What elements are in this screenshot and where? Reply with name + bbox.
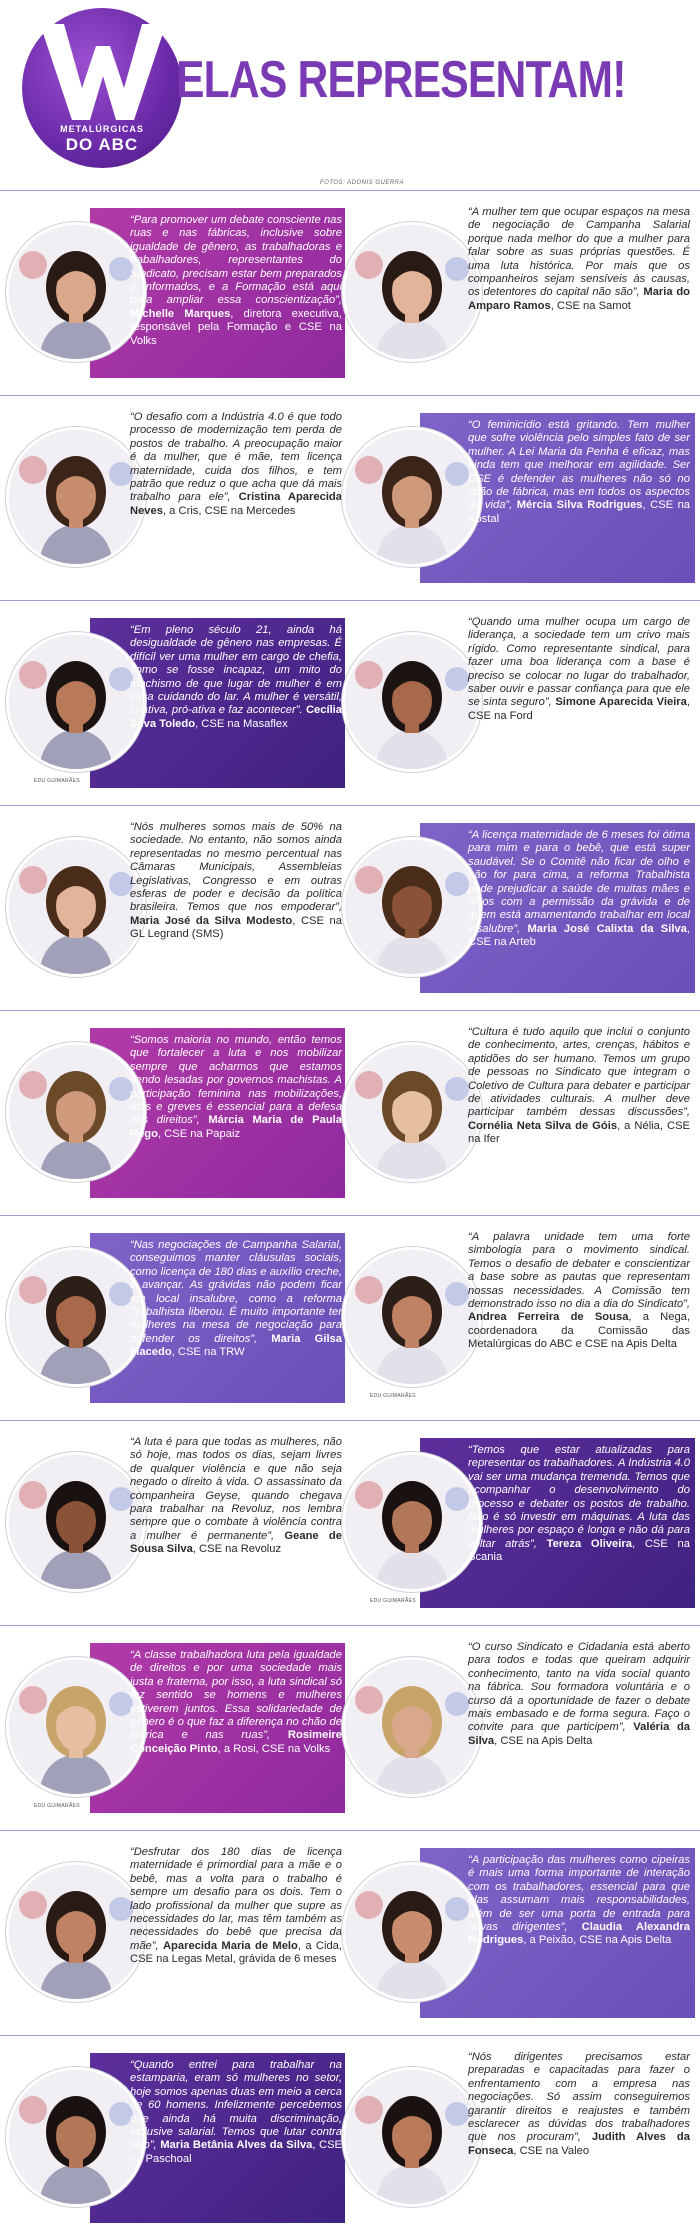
testimonial-card: [0, 1018, 350, 1208]
speaker-role: , a Rosi, CSE na Volks: [217, 1742, 331, 1755]
testimonial-card: [350, 813, 700, 1003]
quote-text: “Temos que estar atualizadas para representar os trabalhadores. A Indústria 4.0 vai ser uma mudança tremenda. Temos que acompanhar o desenvolvimento do processo e debater os postos de trabalho. Não é só investir em máquinas. A luta das mulheres por espaço é longa e não dá para voltar atrás”,: [468, 1444, 690, 1550]
speaker-name: Maria Betânia Alves da Silva: [160, 2139, 313, 2152]
testimonial-card: [0, 198, 350, 388]
photo-credit-small: EDU GUIMARÃES: [34, 778, 80, 784]
speaker-name: Simone Aparecida Vieira: [555, 696, 687, 709]
testimonial-card: [0, 1838, 350, 2028]
quote-block: [130, 1239, 342, 1360]
speaker-role: , CSE na Papaiz: [157, 1127, 241, 1140]
speaker-role: , CSE na Revoluz: [192, 1543, 282, 1556]
quote-block: [468, 1444, 690, 1565]
speaker-role: , CSE na Arteb: [468, 922, 690, 949]
portrait-photo: [6, 1452, 146, 1592]
testimonial-card: [0, 813, 350, 1003]
speaker-role: , a Nega, coordenadora da Comissão das Metalúrgicas do ABC e CSE na Apis Delta: [468, 1311, 690, 1351]
testimonial-card: [0, 1428, 350, 1618]
testimonial-card: [0, 1223, 350, 1413]
testimonial-row: [0, 1215, 700, 1420]
quote-block: [130, 1846, 342, 1967]
speaker-role: , a Peixão, CSE na Apis Delta: [523, 1934, 672, 1947]
quote-block: [468, 1641, 690, 1748]
testimonial-card: [350, 608, 700, 798]
testimonial-card: [350, 1428, 700, 1618]
photo-credit-small: EDU GUIMARÃES: [370, 1393, 416, 1399]
portrait-photo: [342, 427, 482, 567]
speaker-role: , CSE na Apis Delta: [494, 1734, 593, 1747]
speaker-name: Valéria da Silva: [468, 1721, 690, 1747]
quote-block: [130, 214, 342, 348]
portrait-photo: [6, 1657, 146, 1797]
photo-credit-small: EDU GUIMARÃES: [34, 1803, 80, 1809]
speaker-role: , a Cris, CSE na Mercedes: [162, 504, 296, 517]
portrait-photo: [342, 837, 482, 977]
speaker-name: Aparecida Maria de Melo: [162, 1939, 298, 1952]
testimonial-card: [0, 608, 350, 798]
speaker-role: , a Nélia, CSE na Ifer: [468, 1119, 690, 1146]
logo-bottom-text: DO ABC: [65, 135, 139, 154]
quote-text: “O feminicídio está gritando. Tem mulher que sofre violência pelo simples fato de ser mulher. A Lei Maria da Penha é eficaz, mas ainda tem que melhorar em agilidade. Ser CSE é defender as mulheres não só no chão de fábrica, mas em todos os aspectos da vida”,: [468, 419, 690, 512]
quote-text: “Nós mulheres somos mais de 50% na sociedade. No entanto, não somos ainda representadas no mesmo percentual nas Câmaras Municipais, Assembleias Legislativas, Congresso e em outras esferas de poder e decisão da política brasileira. Temos que nos empoderar”,: [130, 821, 342, 914]
portrait-photo: [342, 1247, 482, 1387]
testimonial-card: [350, 1838, 700, 2028]
quote-block: [130, 1649, 342, 1756]
w-logo-icon: [30, 16, 174, 126]
speaker-name: Judith Alves da Fonseca: [468, 2131, 690, 2157]
quote-text: “A palavra unidade tem uma forte simbologia para o movimento sindical. Temos o desafio de debater e conscientizar a base sobre as pautas que representam nossas necessidades. A Comissão tem demonstrado isso no dia a dia do Sindicato”,: [468, 1231, 690, 1311]
portrait-photo: [342, 222, 482, 362]
speaker-role: , CSE na TRW: [171, 1346, 245, 1359]
quote-text: “A classe trabalhadora luta pela igualdade de direitos e por uma sociedade mais justa e fraterna, por isso, a luta sindical só faz sentido se homens e mulheres estiverem juntos. Essa solidariedade de gênero é o que faz a diferença no chão de fábrica e nas ruas”,: [130, 1649, 342, 1742]
quote-text: “Cultura é tudo aquilo que inclui o conjunto de conhecimento, artes, crenças, hábitos e aptidões do ser humano. Temos um grupo de pessoas no Sindicato que integram o Coletivo de Cultura para debater e participar de atividades culturais. A mulher deve participar também dessas discussões”,: [468, 1026, 690, 1119]
quote-block: [468, 1026, 690, 1147]
quote-block: [468, 419, 690, 526]
portrait-photo: [6, 222, 146, 362]
testimonial-card: [350, 1018, 700, 1208]
speaker-role: , CSE na Scania: [468, 1537, 691, 1564]
speaker-name: Cecília Silva Toledo: [130, 704, 343, 730]
speaker-name: Márcia Maria de Paula Rego: [130, 1114, 343, 1140]
speaker-name: Claudia Alexandra Rodrigues: [468, 1921, 690, 1947]
speaker-name: Cristina Aparecida Neves: [130, 491, 342, 517]
speaker-role: , CSE na Paschoal: [130, 2139, 342, 2165]
speaker-name: Maria do Amparo Ramos: [468, 286, 690, 312]
metalurgicas-logo: [22, 8, 182, 168]
portrait-photo: [6, 837, 146, 977]
speaker-name: Andrea Ferreira de Sousa: [468, 1311, 629, 1324]
testimonial-row: [0, 600, 700, 805]
quote-block: [468, 2051, 690, 2158]
quote-block: [468, 1231, 690, 1352]
quote-text: “Quando entrei para trabalhar na estamparia, eram só mulheres no setor, hoje somos apenas duas em meio a cerca de 60 homens. Infelizmente percebemos que ainda há muita discriminação, inclusive salarial. Temos que lutar contra isso”,: [130, 2059, 342, 2152]
testimonial-row: [0, 1830, 700, 2035]
testimonial-card: [350, 403, 700, 593]
testimonial-row: [0, 395, 700, 600]
quote-text: “A luta é para que todas as mulheres, não só hoje, mas todos os dias, sejam livres de qualquer violência e que não seja negado o direito à vida. O assassinato da companheira Geyse, quando chegava para trabalhar na Revoluz, nos lembra sempre que o combate à violência contra a mulher é permanente”,: [130, 1436, 342, 1542]
quote-block: [130, 624, 342, 731]
quote-block: [468, 206, 690, 313]
quote-block: [468, 1854, 690, 1948]
header: [0, 0, 700, 178]
page-title: ELAS REPRESENTAM!: [176, 51, 626, 109]
portrait-photo: [6, 2067, 146, 2207]
quote-block: [130, 2059, 342, 2166]
testimonial-card: [0, 2043, 350, 2233]
quote-text: “O desafio com a Indústria 4.0 é que todo processo de modernização tem perda de postos de trabalho. A preocupação maior é da mulher, que é mãe, tem licença maternidade, cuida dos filhos, e tem patrão que reduz o que acha que dá mais trabalho para ele”,: [130, 411, 342, 504]
portrait-photo: [342, 1862, 482, 2002]
quote-block: [130, 411, 342, 518]
testimonial-row: [0, 1420, 700, 1625]
portrait-photo: [342, 632, 482, 772]
testimonial-card: [0, 1633, 350, 1823]
testimonial-row: [0, 1010, 700, 1215]
quote-block: [468, 616, 690, 723]
quote-block: [130, 1436, 342, 1557]
quote-text: “Nós dirigentes precisamos estar preparadas e capacitadas para fazer o enfrentamento com a empresa nas negociações. Só assim conseguiremos garantir direitos e reajustes e também esclarecer as dúvidas dos trabalhadores que nos procuram”,: [468, 2051, 690, 2144]
speaker-role: , CSE na Samot: [550, 299, 631, 312]
speaker-name: Mércia Silva Rodrigues: [516, 499, 643, 512]
testimonial-card: [350, 198, 700, 388]
quote-block: [468, 829, 690, 950]
testimonial-card: [350, 2043, 700, 2233]
testimonial-card: [350, 1223, 700, 1413]
portrait-photo: [6, 632, 146, 772]
speaker-role: , CSE na Valeo: [513, 2144, 590, 2157]
portrait-photo: [6, 1247, 146, 1387]
quote-text: “A participação das mulheres como cipeiras é mais uma forma importante de interação com os trabalhadores, essencial para que elas assumam mais responsabilidades, além de ser uma porta de entrada para novas dirigentes”,: [468, 1854, 690, 1934]
speaker-name: Maria Gilsa Macedo: [130, 1332, 342, 1359]
portrait-photo: [6, 427, 146, 567]
speaker-role: , CSE na Masaflex: [195, 717, 288, 730]
quote-text: “Para promover um debate consciente nas ruas e nas fábricas, inclusive sobre igualdade de gênero, as trabalhadoras e trabalhadores, representantes do Sindicato, precisam estar bem preparados e informados, e a Formação está aqui para ampliar essa conscientização”,: [130, 214, 342, 307]
photo-credit: FOTOS: ADONIS GUERRA: [320, 180, 405, 186]
photo-credit-small: EDU GUIMARÃES: [370, 1598, 416, 1604]
speaker-role: , CSE na Ford: [468, 696, 690, 722]
quote-text: “Quando uma mulher ocupa um cargo de liderança, a sociedade tem um crivo mais rígido. Como representante sindical, para fazer uma boa liderança com a base é preciso se colocar no lugar do trabalhador, saber ouvir e passar confiança para que ele se sinta seguro”,: [468, 616, 690, 709]
speaker-name: Maria José da Silva Modesto: [130, 914, 293, 927]
quote-text: “Desfrutar dos 180 dias de licença maternidade é primordial para a mãe e o bebê, mas a volta para o trabalho é sempre um desafio para os dois. Tem o lado profissional da mulher que supre as necessidades do lar, mas têm também as necessidades do bebê que precisa da mãe”,: [130, 1846, 342, 1952]
quote-text: “Somos maioria no mundo, então temos que fortalecer a luta e nos mobilizar sempre que acharmos que estamos sendo lesadas por governos machistas. A participação feminina nas mobilizações, atos e greves é essencial para a defesa dos direitos”,: [130, 1034, 342, 1127]
speaker-role: , CSE na GL Legrand (SMS): [130, 914, 343, 941]
testimonial-card: [350, 1633, 700, 1823]
quote-text: “A licença maternidade de 6 meses foi ótima para mim e para o bebê, que está super saudável. Se o Comitê não ficar de olho e não for para cima, a reforma Trabalhista pode prejudicar a saúde de muitas mães e filhos com a permissão da grávida e de quem está amamentando trabalhar em local insalubre”,: [468, 829, 690, 935]
speaker-role: , diretora executiva, responsável pela Formação e CSE na Volks: [130, 307, 342, 347]
portrait-photo: [6, 1862, 146, 2002]
logo-top-text: METALÚRGICAS: [60, 124, 144, 134]
portrait-photo: [6, 1042, 146, 1182]
speaker-name: Cornélia Neta Silva de Góis: [468, 1119, 618, 1132]
testimonial-row: [0, 190, 700, 395]
testimonial-row: [0, 1625, 700, 1830]
testimonial-row: [0, 2035, 700, 2240]
quote-text: “Em pleno século 21, ainda há desigualdade de gênero nas empresas. É difícil ver uma mulher em cargo de chefia, como se fosse incapaz, um mito do machismo de que lugar de mulher é em casa cuidando do lar. A mulher é versátil, criativa, pró-ativa e faz acontecer”.: [130, 624, 342, 717]
speaker-role: , a Cida, CSE na Legas Metal, grávida de 6 meses: [130, 1939, 343, 1966]
portrait-photo: [342, 2067, 482, 2207]
speaker-name: Tereza Oliveira: [546, 1537, 632, 1550]
quote-block: [130, 821, 342, 942]
speaker-name: Michelle Marques: [130, 307, 231, 320]
speaker-name: Rosimeire Conceição Pinto: [130, 1729, 343, 1755]
portrait-photo: [342, 1452, 482, 1592]
quote-block: [130, 1034, 342, 1141]
portrait-photo: [342, 1042, 482, 1182]
speaker-role: , CSE na Kostal: [468, 499, 691, 525]
quote-text: “A mulher tem que ocupar espaços na mesa de negociação de Campanha Salarial porque nada melhor do que a mulher para falar sobre as suas próprias questões. É uma luta histórica. Por mais que os companheiros sejam sensíveis às causas, os detentores do capital não são”,: [468, 206, 690, 299]
speaker-name: Maria José Calixta da Silva: [527, 922, 687, 935]
quote-text: “Nas negociações de Campanha Salarial, conseguimos manter cláusulas sociais, como licença de 180 dias e auxílio creche, e avançar. As grávidas não podem ficar em local insalubre, como a reforma Trabalhista liberou. É muito importante ter mulheres na mesa de negociação para defender os direitos”,: [130, 1239, 342, 1345]
speaker-name: Geane de Sousa Silva: [130, 1529, 342, 1556]
quote-text: “O curso Sindicato e Cidadania está aberto para todos e todas que queiram adquirir conhecimento, tanto na vida social quanto na fábrica. Sou formadora voluntária e o curso dá a oportunidade de fazer o debate mais embasado e de forma segura. Faço o convite para que participem”,: [468, 1641, 690, 1734]
portrait-photo: [342, 1657, 482, 1797]
testimonial-row: [0, 805, 700, 1010]
testimonial-card: [0, 403, 350, 593]
